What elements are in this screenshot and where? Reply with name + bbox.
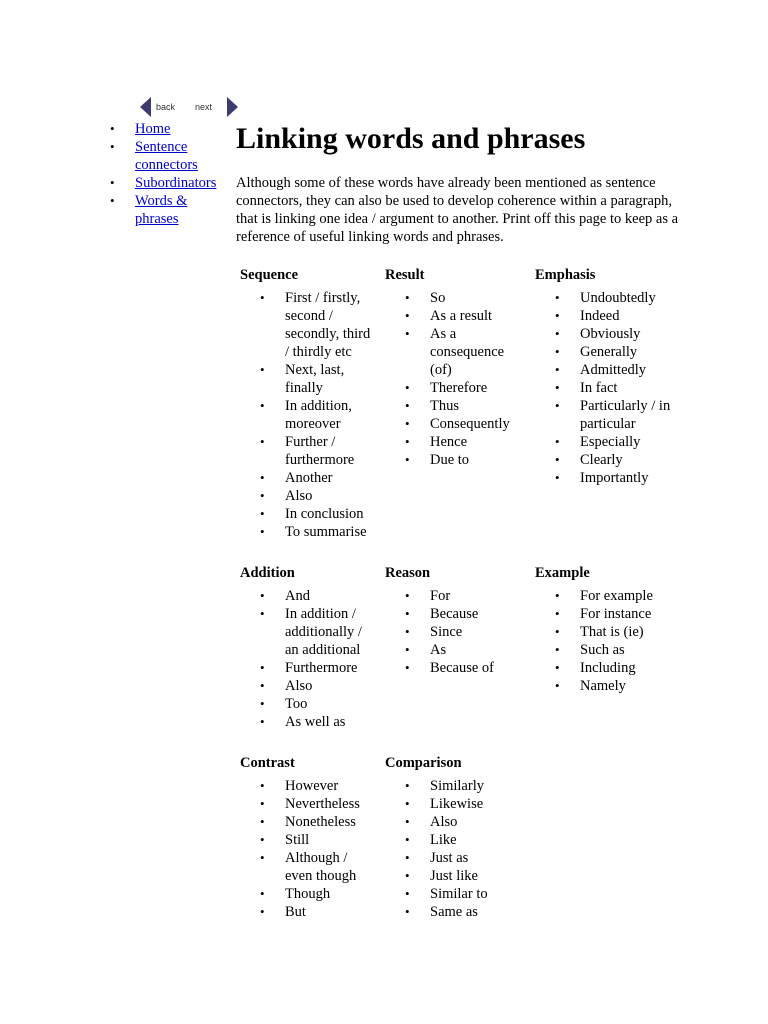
list-item: • Next, last, finally [240, 361, 376, 397]
list-item: • Another [240, 469, 376, 487]
list-item: • Similarly [385, 777, 525, 795]
list-item: • As a result [385, 307, 525, 325]
list-item: • Also [240, 487, 376, 505]
list-item: • As well as [240, 713, 376, 731]
subordinators-link[interactable]: Subordinators [135, 175, 217, 191]
addition-list [240, 587, 376, 731]
back-button[interactable] [140, 97, 182, 117]
sentence-connectors-link[interactable]: Sentence connectors [135, 139, 198, 173]
list-item: • For example [535, 587, 685, 605]
list-item: • Clearly [535, 451, 685, 469]
list-item: • Still [240, 831, 376, 849]
list-item: • Including [535, 659, 685, 677]
page-navigation [140, 97, 240, 117]
list-item: • So [385, 289, 525, 307]
sidebar-item-home [108, 120, 226, 138]
list-item: • Particularly / in particular [535, 397, 685, 433]
list-item: • Further / furthermore [240, 433, 376, 469]
list-item: • Nevertheless [240, 795, 376, 813]
result-list [385, 289, 525, 469]
sidebar-item-sentence-connectors [108, 138, 226, 174]
emphasis-heading: Emphasis [535, 267, 596, 283]
list-item: • In conclusion [240, 505, 376, 523]
sequence-list [240, 289, 376, 541]
list-item: • Obviously [535, 325, 685, 343]
list-item: • Indeed [535, 307, 685, 325]
sidebar-item-subordinators [108, 174, 226, 192]
list-item: • Nonetheless [240, 813, 376, 831]
list-item: • Due to [385, 451, 525, 469]
addition-section [240, 564, 376, 731]
list-item: • To summarise [240, 523, 376, 541]
list-item: • Because [385, 605, 525, 623]
next-label: next [195, 102, 213, 112]
list-item: • Furthermore [240, 659, 376, 677]
next-button[interactable] [194, 97, 238, 117]
intro-paragraph: Although some of these words have already been mentioned as sentence connectors, they can also be used to develop coherence within a paragraph, that is linking one idea / argument to another. Print off this page to keep as a reference of useful linking words and phrases. [236, 175, 679, 245]
list-item: • Similar to [385, 885, 525, 903]
sequence-heading: Sequence [240, 267, 298, 283]
list-item: • And [240, 587, 376, 605]
words-phrases-link[interactable]: Words & phrases [135, 193, 188, 227]
list-item: • Too [240, 695, 376, 713]
list-item: • Especially [535, 433, 685, 451]
list-item: • First / firstly, second / secondly, third / thirdly etc [240, 289, 376, 361]
comparison-heading: Comparison [385, 755, 462, 771]
list-item: • Thus [385, 397, 525, 415]
list-item: • As [385, 641, 525, 659]
list-item: • In fact [535, 379, 685, 397]
emphasis-section [535, 266, 685, 487]
contrast-list [240, 777, 376, 921]
result-heading: Result [385, 267, 425, 283]
list-item: • Just as [385, 849, 525, 867]
list-item: • Because of [385, 659, 525, 677]
contrast-heading: Contrast [240, 755, 295, 771]
reason-section [385, 564, 525, 677]
sidebar-nav [108, 120, 226, 228]
list-item: • Same as [385, 903, 525, 921]
list-item: • Hence [385, 433, 525, 451]
list-item: • In addition / additionally / an additional [240, 605, 376, 659]
list-item: • Also [240, 677, 376, 695]
list-item: • But [240, 903, 376, 921]
emphasis-list [535, 289, 685, 487]
list-item: • Since [385, 623, 525, 641]
result-section [385, 266, 525, 469]
list-item: • For [385, 587, 525, 605]
sequence-section [240, 266, 376, 541]
list-item: • For instance [535, 605, 685, 623]
reason-heading: Reason [385, 565, 431, 581]
list-item: • However [240, 777, 376, 795]
next-arrow-icon [227, 97, 238, 117]
list-item: • Such as [535, 641, 685, 659]
list-item: • Though [240, 885, 376, 903]
page-title: Linking words and phrases [236, 122, 586, 155]
list-item: • That is (ie) [535, 623, 685, 641]
sidebar-item-words-phrases [108, 192, 226, 228]
list-item: • Just like [385, 867, 525, 885]
example-heading: Example [535, 565, 590, 581]
contrast-section [240, 754, 376, 921]
comparison-section [385, 754, 525, 921]
list-item: • Namely [535, 677, 685, 695]
list-item: • Admittedly [535, 361, 685, 379]
example-section [535, 564, 685, 695]
list-item: • Undoubtedly [535, 289, 685, 307]
back-arrow-icon [140, 97, 151, 117]
list-item: • In addition, moreover [240, 397, 376, 433]
reason-list [385, 587, 525, 677]
list-item: • As a consequence (of) [385, 325, 525, 379]
list-item: • Although / even though [240, 849, 376, 885]
home-link[interactable]: Home [135, 121, 171, 137]
example-list [535, 587, 685, 695]
comparison-list [385, 777, 525, 921]
list-item: • Like [385, 831, 525, 849]
list-item: • Generally [535, 343, 685, 361]
back-label: back [156, 102, 176, 112]
list-item: • Importantly [535, 469, 685, 487]
addition-heading: Addition [240, 565, 295, 581]
list-item: • Likewise [385, 795, 525, 813]
list-item: • Also [385, 813, 525, 831]
list-item: • Therefore [385, 379, 525, 397]
list-item: • Consequently [385, 415, 525, 433]
